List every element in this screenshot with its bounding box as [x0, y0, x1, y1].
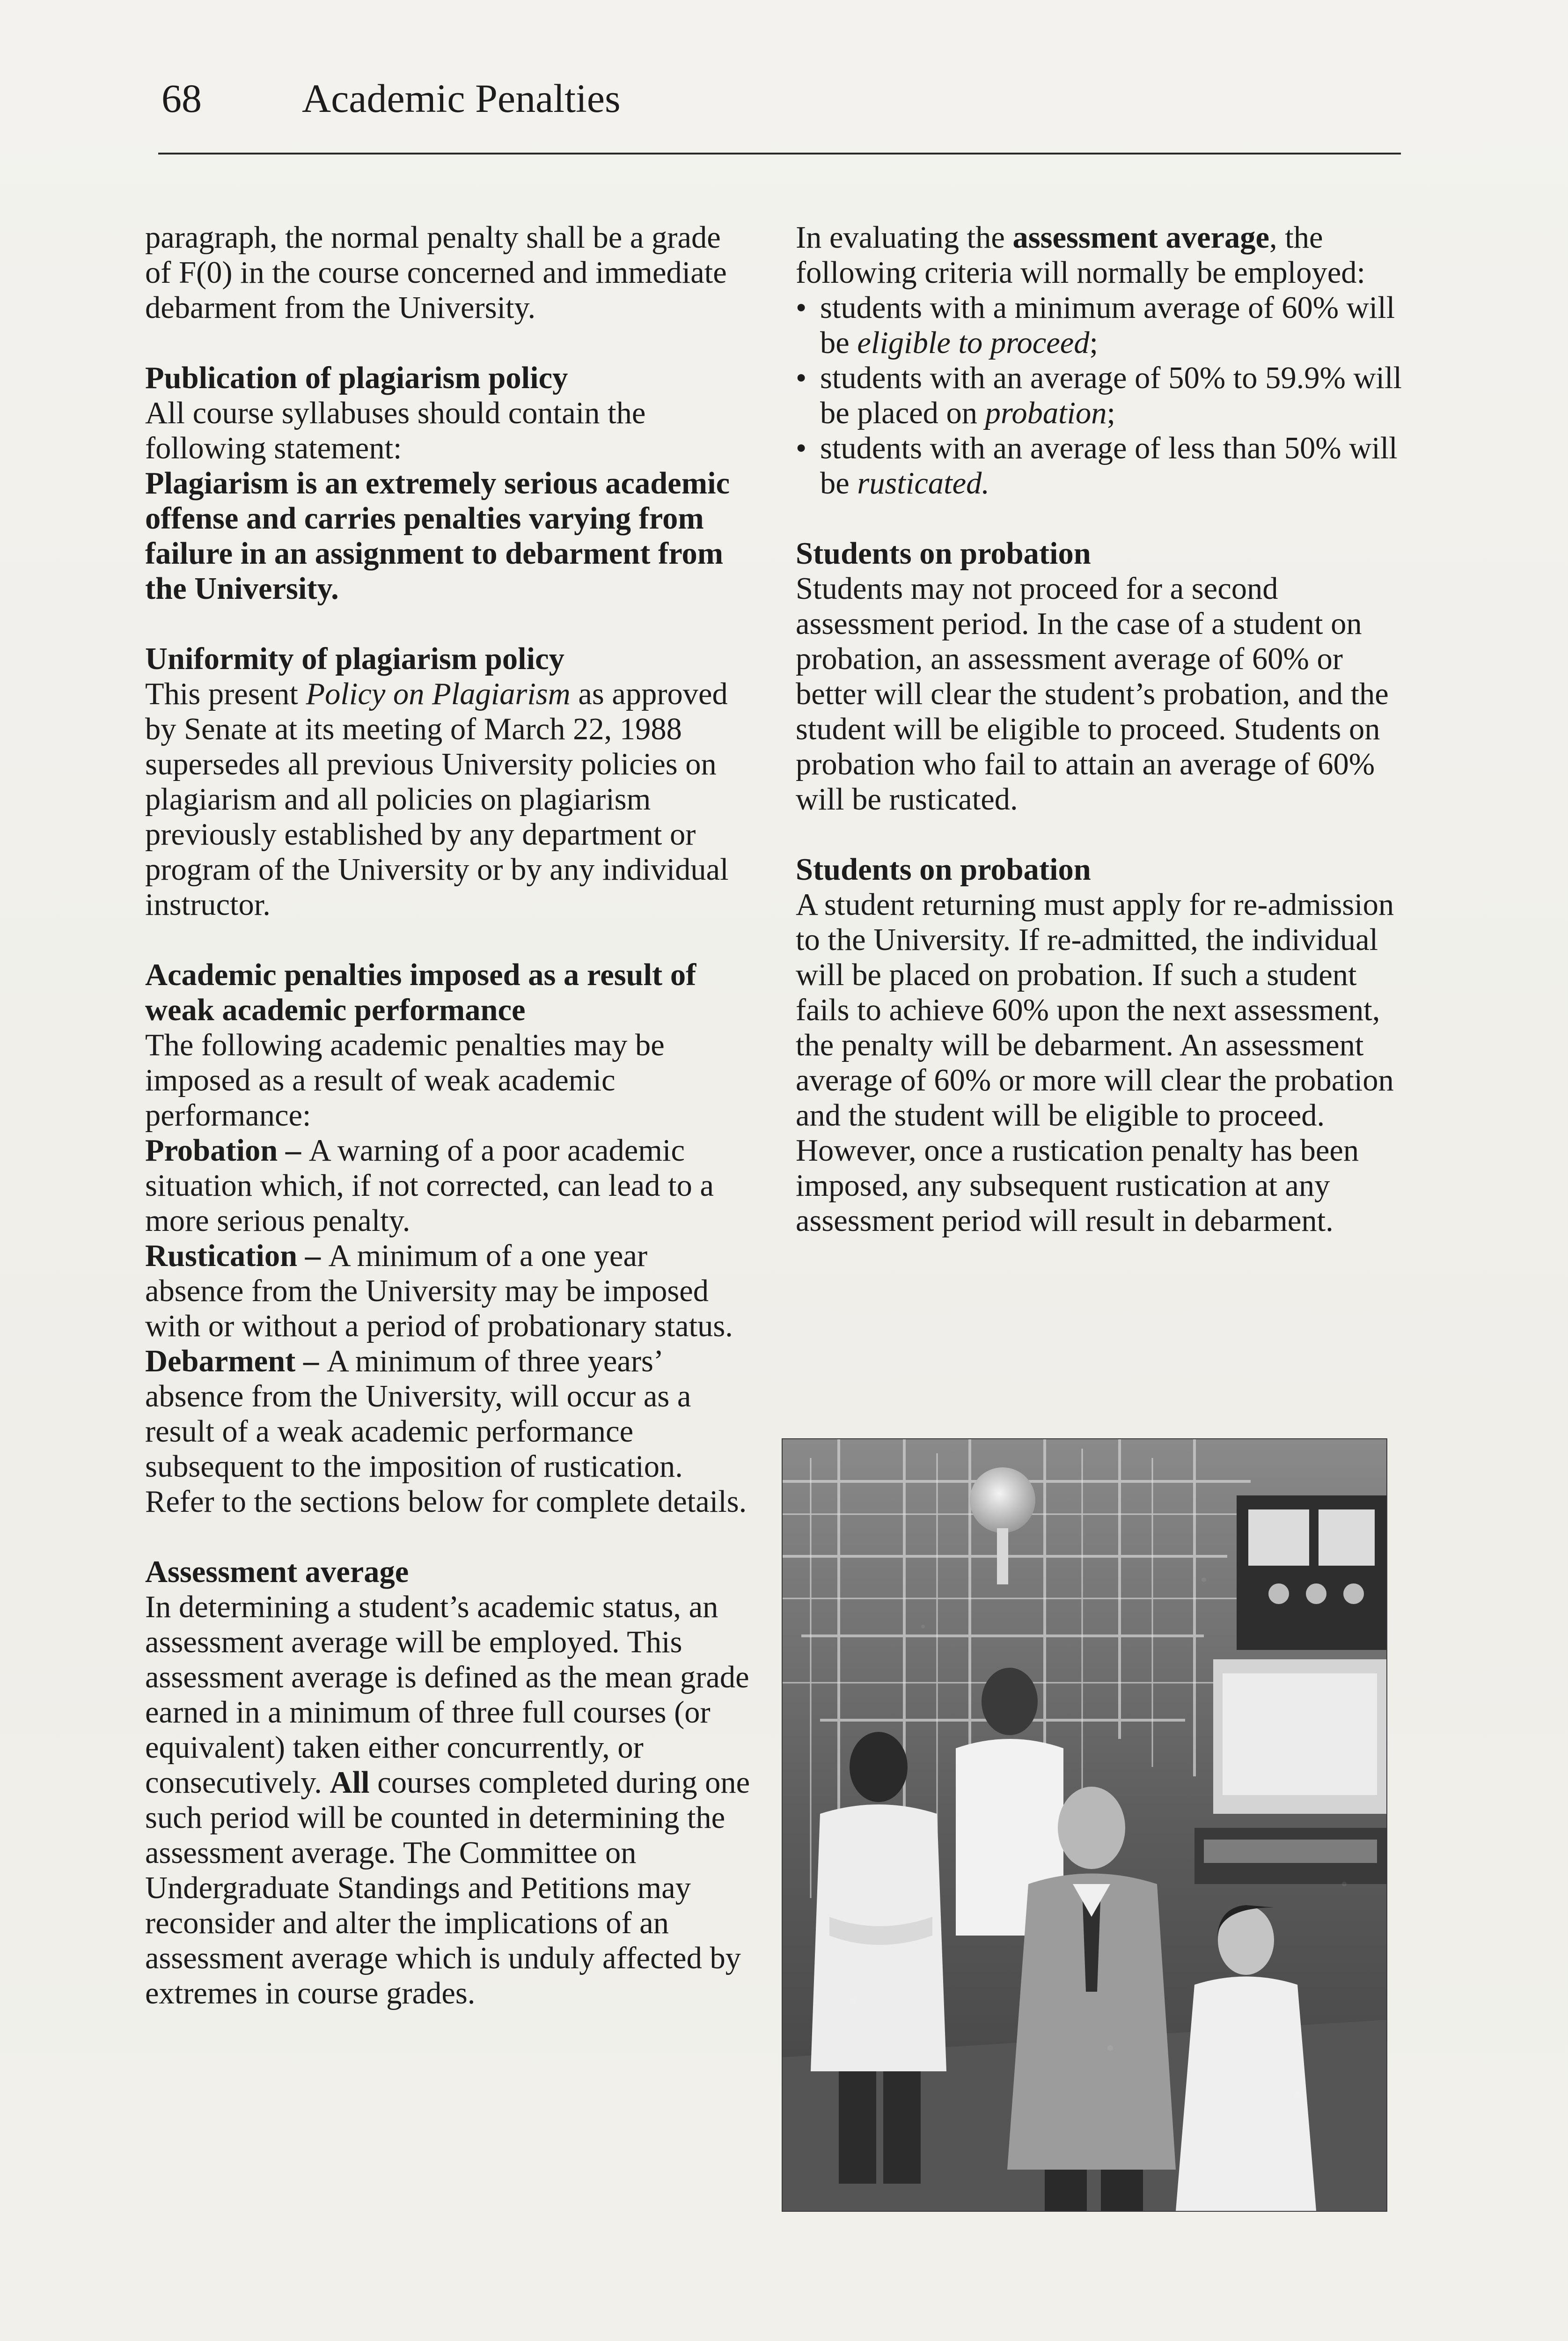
- penalties-intro: The following academic penalties may be imposed as a result of weak academic performance:: [145, 1028, 665, 1133]
- bullet-text: students with a minimum average of 60% will be: [820, 291, 1395, 360]
- assessment-section: [145, 1554, 754, 2011]
- penalties-heading: Academic penalties imposed as a result of weak academic performance: [145, 958, 696, 1027]
- publication-section: [145, 361, 754, 606]
- bullet-text: students with an average of less than 50% will be: [820, 431, 1398, 501]
- probation-definition: [145, 1133, 754, 1238]
- rustication-text: A minimum of a one year absence from the University may be imposed with or without a period of probationary status.: [145, 1239, 733, 1343]
- bullet-emphasis: eligible to proceed: [857, 326, 1090, 360]
- debarment-term: Debarment –: [145, 1344, 327, 1378]
- uniformity-text-end: as approved by Senate at its meeting of March 22, 1988 supersedes all previous University policies on plagiarism and all policies on plagiarism previously established by any department or program of the University or by any individual instructor.: [145, 677, 729, 922]
- laboratory-photo: [782, 1438, 1387, 2212]
- list-item: [796, 290, 1404, 361]
- debarment-text: A minimum of three years’ absence from the University, will occur as a result of a weak academic performance subsequent to the imposition of rustication. Refer to the sections below for complete details.: [145, 1344, 747, 1519]
- probation-heading-1: Students on probation: [796, 537, 1091, 571]
- right-column: [796, 220, 1404, 1274]
- probation-heading-2: Students on probation: [796, 853, 1091, 887]
- intro-paragraph: [145, 220, 754, 325]
- bullet-icon: •: [796, 291, 807, 325]
- criteria-text-end: , the following criteria will normally be employed:: [796, 221, 1366, 290]
- criteria-text-start: In evaluating the: [796, 221, 1013, 255]
- probation-section-1: [796, 536, 1404, 817]
- plagiarism-statement: Plagiarism is an extremely serious academic offense and carries penalties varying from failure in an assignment to debarment from the University.: [145, 466, 730, 606]
- policy-name: Policy on Plagiarism: [306, 677, 571, 711]
- assessment-text: [145, 1590, 754, 2011]
- bullet-icon: •: [796, 361, 807, 395]
- bullet-end: ;: [1106, 396, 1116, 430]
- assessment-heading: Assessment average: [145, 1555, 409, 1589]
- left-column: [145, 220, 754, 2046]
- list-item: [796, 431, 1404, 501]
- publication-heading: Publication of plagiarism policy: [145, 361, 568, 395]
- uniformity-section: [145, 641, 754, 922]
- header-rule: [158, 153, 1401, 155]
- probation-text-2: A student returning must apply for re-admission to the University. If re-admitted, the individual will be placed on probation. If such a student fails to achieve 60% upon the next assessment, the penalty will be debarment. An assessment average of 60% or more will clear the probation and the student will be eligible to proceed. However, once a rustication penalty has been imposed, any subsequent rustication at any assessment period will result in debarment.: [796, 888, 1394, 1238]
- rustication-term: Rustication –: [145, 1239, 329, 1273]
- debarment-definition: [145, 1344, 754, 1519]
- uniformity-text-start: This present: [145, 677, 306, 711]
- uniformity-heading: Uniformity of plagiarism policy: [145, 642, 564, 676]
- bullet-text: students with an average of 50% to 59.9% will be placed on: [820, 361, 1402, 430]
- probation-text-1: Students may not proceed for a second assessment period. In the case of a student on probation, an assessment average of 60% or better will clear the student’s probation, and the student will be eligible to proceed. Students on probation who fail to attain an average of 60% will be rusticated.: [796, 572, 1389, 817]
- bullet-emphasis: rusticated.: [857, 466, 989, 501]
- criteria-intro: [796, 220, 1404, 290]
- uniformity-text: [145, 677, 754, 922]
- probation-text: A warning of a poor academic situation which, if not corrected, can lead to a more serious penalty.: [145, 1134, 714, 1238]
- running-title: Academic Penalties: [302, 76, 621, 121]
- list-item: [796, 361, 1404, 431]
- criteria-bold-term: assessment average: [1012, 221, 1269, 255]
- bullet-icon: •: [796, 431, 807, 465]
- criteria-section: [796, 220, 1404, 501]
- bullet-emphasis: probation: [985, 396, 1107, 430]
- publication-text: All course syllabuses should contain the following statement:: [145, 396, 646, 465]
- criteria-list: [796, 290, 1404, 501]
- all-word: All: [330, 1766, 370, 1800]
- probation-section-2: [796, 852, 1404, 1238]
- assessment-text-start: In determining a student’s academic status, an assessment average will be employed. This assessment average is defined as the mean grade earned in a minimum of three full courses (or equivalent) taken either concurrently, or consecutively.: [145, 1590, 749, 1800]
- laboratory-group-photo-icon: [783, 1439, 1386, 2211]
- assessment-text-end: courses completed during one such period will be counted in determining the assessment average. The Committee on Undergraduate Standings and Petitions may reconsider and alter the implications of an assessment average which is unduly affected by extremes in course grades.: [145, 1766, 750, 2010]
- page-number: 68: [161, 76, 202, 121]
- bullet-end: ;: [1089, 326, 1099, 360]
- penalties-section: [145, 957, 754, 1519]
- intro-text: paragraph, the normal penalty shall be a grade of F(0) in the course concerned and immediate debarment from the University.: [145, 221, 727, 325]
- page-header: [161, 75, 1397, 131]
- rustication-definition: [145, 1238, 754, 1344]
- probation-term: Probation –: [145, 1134, 309, 1168]
